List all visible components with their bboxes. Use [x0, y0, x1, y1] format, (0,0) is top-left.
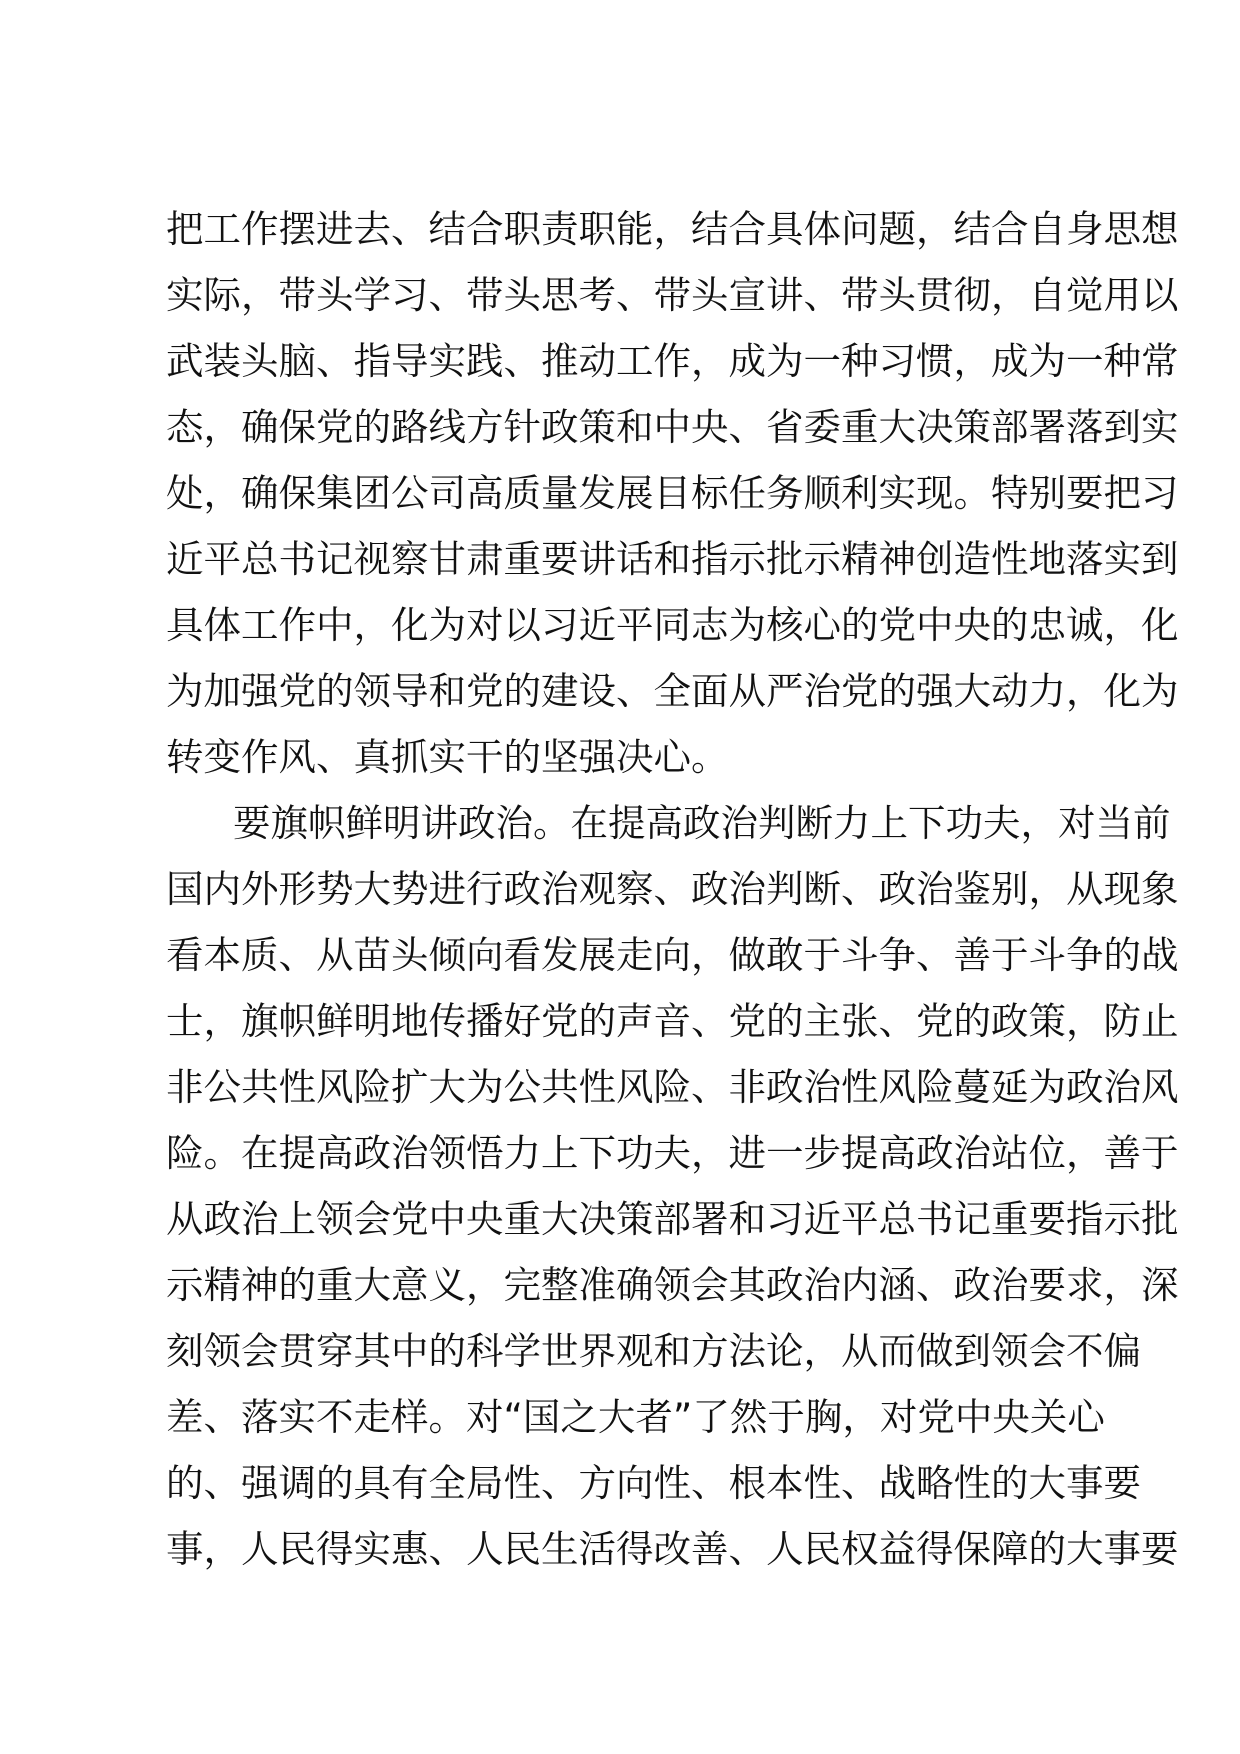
text-line: 具体工作中，化为对以习近平同志为核心的党中央的忠诚，化: [166, 603, 1179, 647]
text-line: 处，确保集团公司高质量发展目标任务顺利实现。特别要把习: [166, 471, 1179, 515]
text-line: 事，人民得实惠、人民生活得改善、人民权益得保障的大事要: [166, 1527, 1179, 1571]
text-line: 士，旗帜鲜明地传播好党的声音、党的主张、党的政策，防止: [166, 999, 1179, 1043]
text-line: 为加强党的领导和党的建设、全面从严治党的强大动力，化为: [166, 669, 1179, 713]
text-line: 转变作风、真抓实干的坚强决心。: [166, 735, 729, 779]
text-line: 武装头脑、指导实践、推动工作，成为一种习惯，成为一种常: [166, 339, 1179, 383]
text-line: 险。在提高政治领悟力上下功夫，进一步提高政治站位，善于: [166, 1131, 1179, 1175]
text-line: 实际，带头学习、带头思考、带头宣讲、带头贯彻，自觉用以: [166, 273, 1179, 317]
text-line: 示精神的重大意义，完整准确领会其政治内涵、政治要求，深: [166, 1263, 1179, 1307]
text-line: 看本质、从苗头倾向看发展走向，做敢于斗争、善于斗争的战: [166, 933, 1179, 977]
text-line: 差、落实不走样。对“国之大者”了然于胸，对党中央关心: [166, 1395, 1105, 1439]
text-line: 刻领会贯穿其中的科学世界观和方法论，从而做到领会不偏: [166, 1329, 1141, 1373]
text-line: 近平总书记视察甘肃重要讲话和指示批示精神创造性地落实到: [166, 537, 1179, 581]
paragraph-first-line: 要旗帜鲜明讲政治。在提高政治判断力上下功夫，对当前: [233, 801, 1171, 845]
body-text: [166, 196, 1179, 1582]
text-line: 国内外形势大势进行政治观察、政治判断、政治鉴别，从现象: [166, 867, 1179, 911]
text-line: 态，确保党的路线方针政策和中央、省委重大决策部署落到实: [166, 405, 1179, 449]
text-line: 的、强调的具有全局性、方向性、根本性、战略性的大事要: [166, 1461, 1141, 1505]
text-line: 从政治上领会党中央重大决策部署和习近平总书记重要指示批: [166, 1197, 1179, 1241]
text-line: 非公共性风险扩大为公共性风险、非政治性风险蔓延为政治风: [166, 1065, 1179, 1109]
text-line: 把工作摆进去、结合职责职能，结合具体问题，结合自身思想: [166, 207, 1179, 251]
